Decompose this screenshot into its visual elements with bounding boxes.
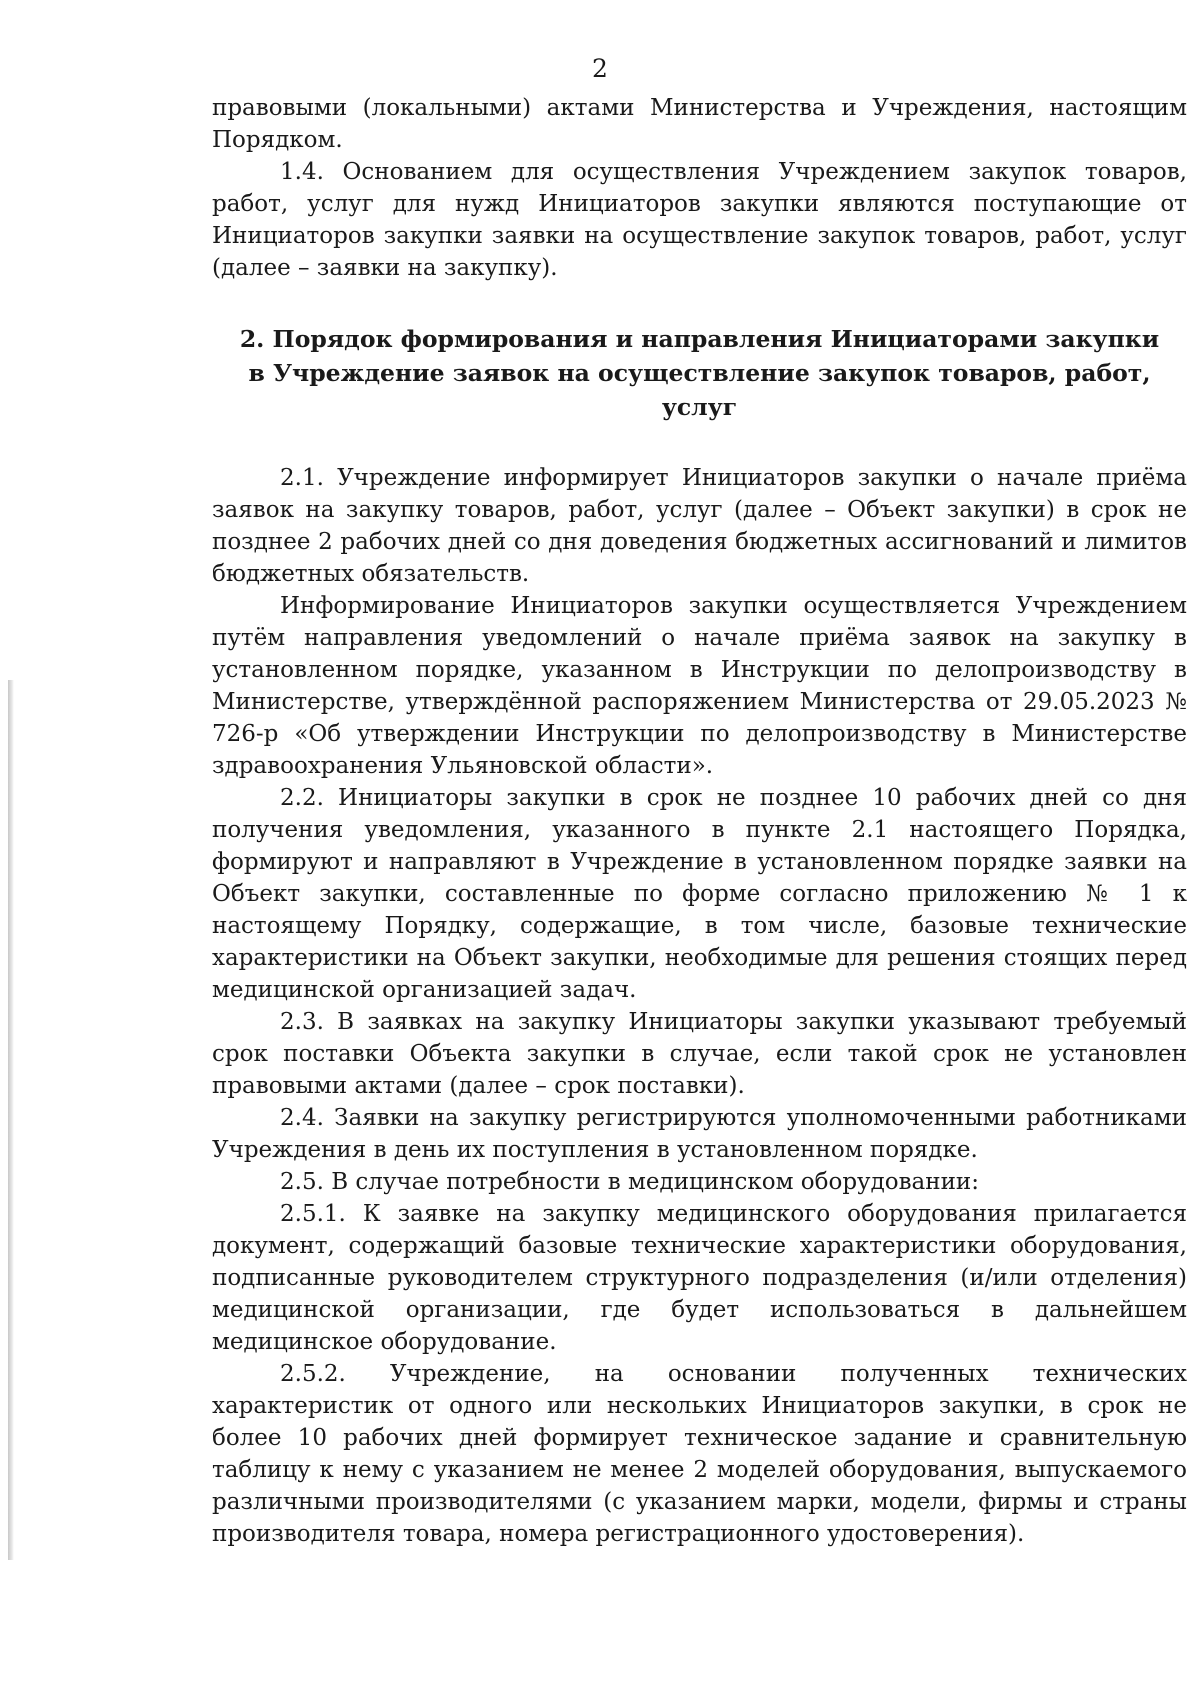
paragraph-2-5-2: 2.5.2. Учреждение, на основании полученных технических характеристик от одного или нескольких Инициаторов закупки, в срок не более 10 рабочих дней формирует техническое задание и сравнительную таблицу к нему с указанием не менее 2 моделей оборудования, выпускаемого различными производителями (с указанием марки, модели, фирмы и страны производителя товара, номера регистрационного удостоверения). — [212, 1361, 1187, 1547]
paragraph-2-5: 2.5. В случае потребности в медицинском оборудовании: — [280, 1169, 979, 1195]
paragraph-2-5-1: 2.5.1. К заявке на закупку медицинского оборудования прилагается документ, содержащий базовые технические характеристики оборудования, подписанные руководителем структурного подразделения (и/или отделения) медицинской организации, где будет использоваться в дальнейшем медицинское оборудование. — [212, 1201, 1187, 1355]
document-body — [212, 92, 1187, 1550]
paragraph-1-4: 1.4. Основанием для осуществления Учреждением закупок товаров, работ, услуг для нужд Инициаторов закупки являются поступающие от Инициаторов закупки заявки на осуществление закупок товаров, работ, услуг (далее – заявки на закупку). — [212, 159, 1187, 281]
paragraph-intro-continuation: правовыми (локальными) актами Министерства и Учреждения, настоящим Порядком. — [212, 95, 1187, 153]
section-heading — [212, 322, 1187, 424]
paragraph-2-3: 2.3. В заявках на закупку Инициаторы закупки указывают требуемый срок поставки Объекта закупки в случае, если такой срок не установлен правовыми актами (далее – срок поставки). — [212, 1009, 1187, 1099]
scan-edge-artifact — [8, 680, 14, 1560]
section-heading-line-2: в Учреждение заявок на осуществление закупок товаров, работ, услуг — [248, 359, 1151, 421]
page-number: 2 — [592, 54, 608, 83]
paragraph-2-2: 2.2. Инициаторы закупки в срок не позднее 10 рабочих дней со дня получения уведомления, указанного в пункте 2.1 настоящего Порядка, формируют и направляют в Учреждение в установленном порядке заявки на Объект закупки, составленные по форме согласно приложению № 1 к настоящему Порядку, содержащие, в том числе, базовые технические характеристики на Объект закупки, необходимые для решения стоящих перед медицинской организацией задач. — [212, 785, 1187, 1003]
paragraph-2-1: 2.1. Учреждение информирует Инициаторов закупки о начале приёма заявок на закупку товаров, работ, услуг (далее – Объект закупки) в срок не позднее 2 рабочих дней со дня доведения бюджетных ассигнований и лимитов бюджетных обязательств. — [212, 465, 1187, 587]
paragraph-2-4: 2.4. Заявки на закупку регистрируются уполномоченными работниками Учреждения в день их поступления в установленном порядке. — [212, 1105, 1187, 1163]
section-heading-line-1: 2. Порядок формирования и направления Инициаторами закупки — [239, 325, 1160, 353]
paragraph-informing: Информирование Инициаторов закупки осуществляется Учреждением путём направления уведомлений о начале приёма заявок на закупку в установленном порядке, указанном в Инструкции по делопроизводству в Министерстве, утверждённой распоряжением Министерства от 29.05.2023 № 726-р «Об утверждении Инструкции по делопроизводству в Министерстве здравоохранения Ульяновской области». — [212, 593, 1187, 779]
